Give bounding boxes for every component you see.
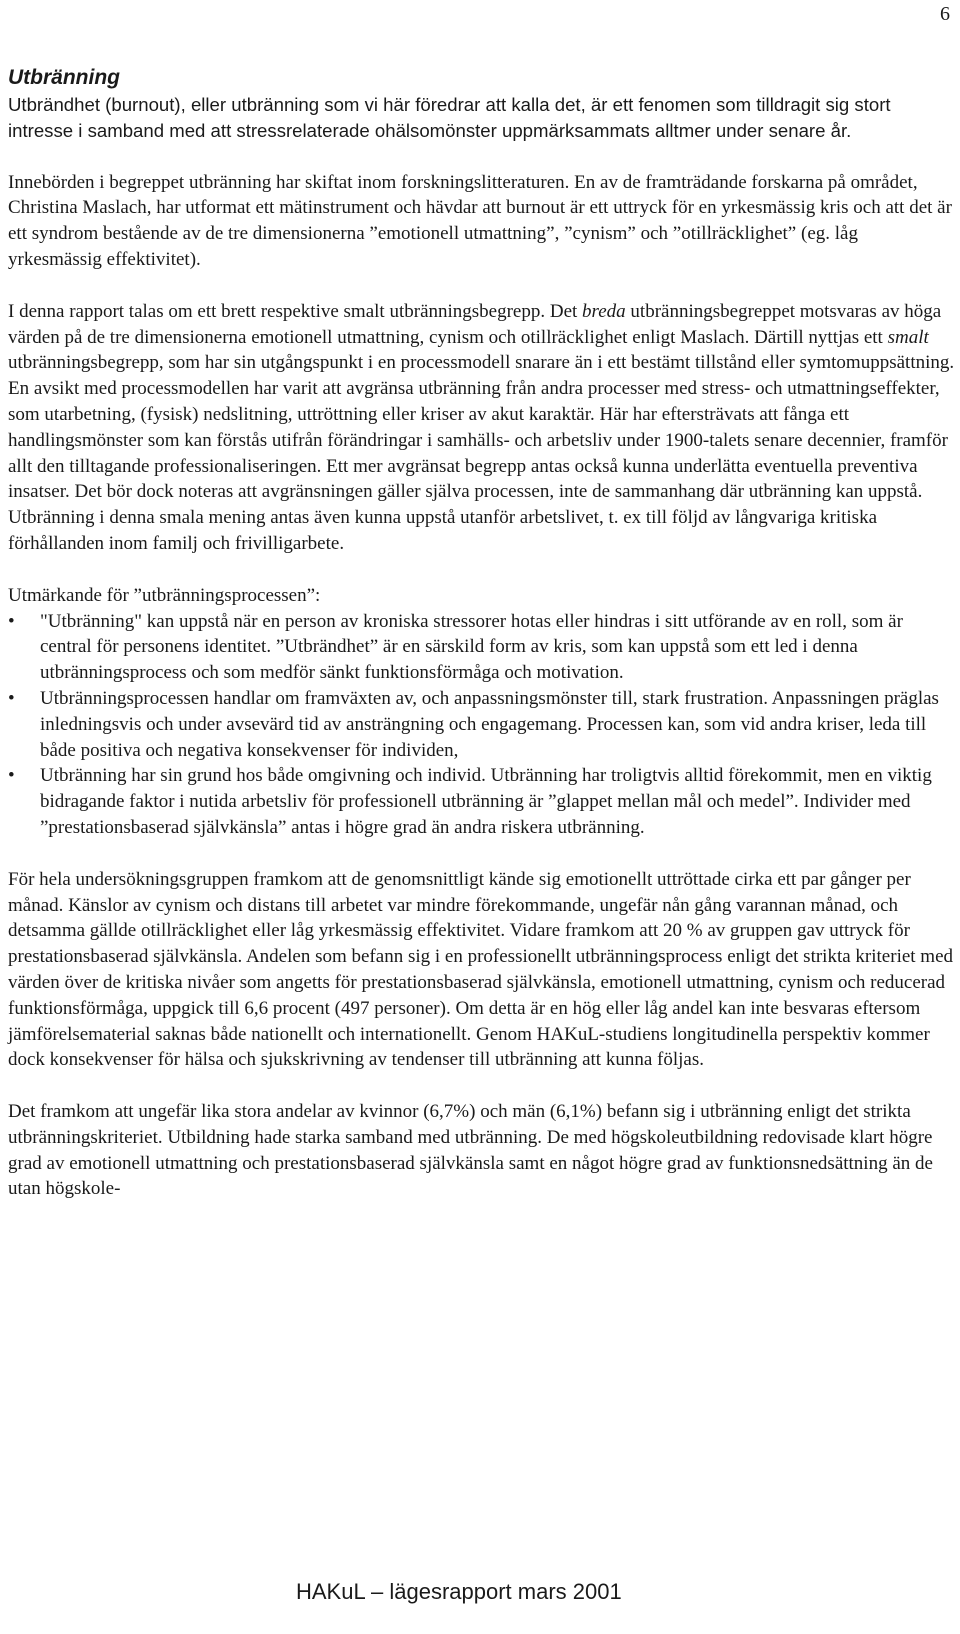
paragraph-concepts-part-b: utbränningsbegreppet motsvaras av höga värden på de tre dimensionerna emotionell utmattning, cynism och otillräcklighet enligt Maslach. Därtill nyttjas ett	[8, 300, 942, 348]
list-item	[8, 763, 956, 840]
list-item	[8, 609, 956, 686]
page-number: 6	[940, 3, 950, 25]
document-body	[8, 64, 956, 1228]
paragraph-results: För hela undersökningsgruppen framkom att de genomsnittligt kände sig emotionellt uttröttade cirka ett par gånger per månad. Känslor av cynism och distans till arbetet var mindre förekommande, ungefär nån gång varannan månad, och detsamma gällde otillräcklighet eller låg yrkesmässig effektivitet. Vidare framkom att 20 % av gruppen gav uttryck för prestationsbaserad självkänsla. Andelen som befann sig i en professionellt utbränningsprocess enligt det strikta kriteriet med värden över de kritiska nivåer som angetts för prestationsbaserad självkänsla, emotionell utmattning, cynism och reducerad funktionsförmåga, uppgick till 6,6 procent (497 personer). Om detta är en hög eller låg andel kan inte besvaras eftersom jämförelsematerial saknas både nationellt och internationellt. Genom HAKuL-studiens longitudinella perspektiv kommer dock konsekvenser för hälsa och sjukskrivning av tendenser till utbränning att kunna följas.	[8, 868, 954, 1071]
emphasis-smalt: smalt	[887, 326, 929, 348]
list-item-text: Utbränning har sin grund hos både omgivning och individ. Utbränning har troligtvis alltid förekommit, men en viktig bidragande faktor i nutida arbetsliv för professionell utbränning är ”glappet mellan mål och medel”. Individer med ”prestationsbaserad självkänsla” antas i högre grad än andra riskera utbränning.	[40, 765, 932, 838]
list-item-text: Utbränningsprocessen handlar om framväxten av, och anpassningsmönster till, stark frustration. Anpassningen präglas inledningsvis och under avsevärd tid av ansträngning och engagemang. Processen kan, som vid andra kriser, leda till både positiva och negativa konsekvenser för individen,	[40, 687, 939, 761]
list-item	[8, 686, 956, 763]
paragraph-gender-education: Det framkom att ungefär lika stora andelar av kvinnor (6,7%) och män (6,1%) befann sig i utbränning enligt det strikta utbränningskriteriet. Utbildning hade starka samband med utbränning. De med högskoleutbildning redovisade klart högre grad av emotionell utmattning och prestationsbaserad självkänsla samt en något högre grad av funktionsnedsättning än de utan högskole-	[8, 1101, 933, 1200]
bullet-icon: •	[8, 687, 15, 709]
section-heading: Utbränning	[8, 66, 120, 89]
list-lead-in: Utmärkande för ”utbränningsprocessen”:	[8, 584, 321, 606]
paragraph-concepts-part-c: utbränningsbegrepp, som har sin utgångspunkt i en processmodell snarare än i ett bestämt tillstånd eller symtomuppsättning. En avsikt med processmodellen har varit att avgränsa utbränning från andra processer med stress- och utmattningseffekter, som utarbetning, (fysisk) nedslitning, uttröttning eller kriser av akut karaktär. Här har eftersträvats att fånga ett handlingsmönster som kan förstås utifrån förändringar i samhälls- och arbetsliv under 1900-talets senare decennier, framför allt den tilltagande professionaliseringen. Ett mer avgränsat begrepp antas också kunna underlätta eventuella preventiva insatser. Det bör dock noteras att avgränsningen gäller själva processen, inte de sammanhang där utbränning kan uppstå. Utbränning i denna smala mening antas även kunna uppstå utanför arbetslivet, t. ex till följd av långvariga kritiska förhållanden inom familj och frivilligarbete.	[8, 352, 955, 554]
characteristics-list	[8, 609, 956, 841]
paragraph-intro: Utbrändhet (burnout), eller utbränning som vi här föredrar att kalla det, är ett fenomen som tilldragit sig stort intresse i samband med att stressrelaterade ohälsomönster uppmärksammats alltmer under senare år.	[8, 94, 891, 141]
page-footer: HAKuL – lägesrapport mars 2001	[296, 1579, 622, 1604]
paragraph-definition: Innebörden i begreppet utbränning har skiftat inom forskningslitteraturen. En av de framträdande forskarna på området, Christina Maslach, har utformat ett mätinstrument och hävdar att burnout är ett uttryck för en yrkesmässig kris och att det är ett syndrom bestående av de tre dimensionerna ”emotionell utmattning”, ”cynism” och ”otillräcklighet” (eg. låg yrkesmässig effektivitet).	[8, 171, 952, 270]
paragraph-concepts	[8, 299, 956, 557]
bullet-icon: •	[8, 765, 15, 787]
bullet-icon: •	[8, 610, 15, 632]
list-item-text: "Utbränning" kan uppstå när en person av kroniska stressorer hotas eller hindras i sitt utförande av en roll, som är central för personens identitet. ”Utbrändhet” är en särskild form av kris, som kan uppstå som ett led i denna utbränningsprocess och som medför sänkt funktionsförmåga och motivation.	[40, 610, 903, 684]
paragraph-concepts-part-a: I denna rapport talas om ett brett respektive smalt utbränningsbegrepp. Det	[8, 300, 583, 322]
emphasis-breda: breda	[582, 300, 626, 322]
